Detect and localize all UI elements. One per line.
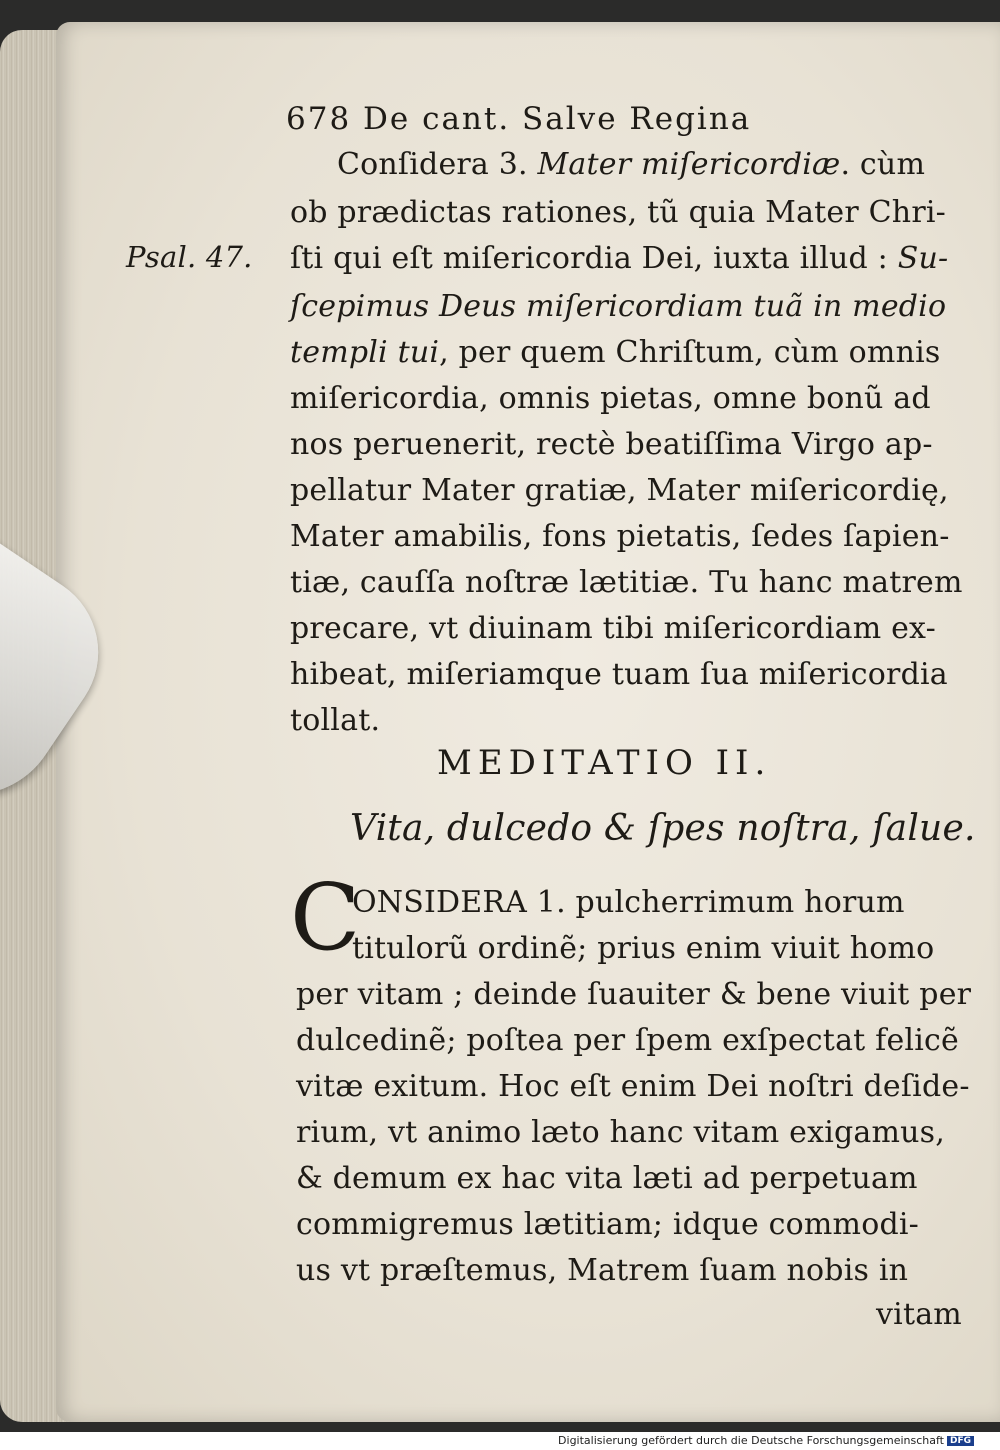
- body-line-1: Conſidera 3. Mater miſericordiæ. cùm: [337, 147, 926, 182]
- body-line-10: tiæ, cauſſa noſtræ lætitiæ. Tu hanc matrem: [290, 565, 963, 600]
- meditation-line-1: ONSIDERA 1. pulcherrimum horum: [352, 885, 905, 920]
- meditation-line-4: dulcedinẽ; poſtea per ſpem exſpectat felicẽ: [296, 1023, 959, 1058]
- meditation-line-8: commigremus lætitiam; idque commodi-: [296, 1207, 919, 1242]
- catchword: vitam: [876, 1297, 962, 1332]
- body-line-4: ſcepimus Deus miſericordiam tuã in medio: [290, 289, 947, 324]
- digitization-credit: [558, 1434, 974, 1447]
- drop-cap: C: [290, 864, 361, 971]
- meditation-line-5: vitæ exitum. Hoc eſt enim Dei noſtri deſide-: [296, 1069, 970, 1104]
- digitization-credit-text: Digitalisierung gefördert durch die Deutsche Forschungsgemeinschaft: [558, 1434, 944, 1447]
- running-header: 678 De cant. Salve Regina: [286, 101, 752, 137]
- meditation-line-2: titulorũ ordinẽ; prius enim viuit homo: [352, 931, 935, 966]
- meditation-heading: MEDITATIO II.: [437, 743, 772, 783]
- body-line-2: ob prædictas rationes, tũ quia Mater Chri-: [290, 195, 946, 230]
- body-line-7: nos peruenerit, rectè beatiſſima Virgo ap-: [290, 427, 933, 462]
- body-line-8: pellatur Mater gratiæ, Mater miſericordię,: [290, 473, 949, 508]
- meditation-line-6: rium, vt animo læto hanc vitam exigamus,: [296, 1115, 946, 1150]
- body-line-11: precare, vt diuinam tibi miſericordiam ex-: [290, 611, 936, 646]
- body-line-12: hibeat, miſeriamque tuam ſua miſericordia: [290, 657, 948, 692]
- meditation-line-7: & demum ex hac vita læti ad perpetuam: [296, 1161, 918, 1196]
- body-line-6: miſericordia, omnis pietas, omne bonũ ad: [290, 381, 931, 416]
- body-line-13: tollat.: [290, 703, 381, 738]
- dfg-logo: DFG: [947, 1436, 974, 1446]
- body-line-3: ſti qui eſt miſericordia Dei, iuxta illud : Su-: [290, 241, 949, 276]
- body-line-9: Mater amabilis, fons pietatis, ſedes ſapien-: [290, 519, 950, 554]
- meditation-line-3: per vitam ; deinde ſuauiter & bene viuit per: [296, 977, 972, 1012]
- meditation-line-9: us vt præſtemus, Matrem ſuam nobis in: [296, 1253, 909, 1288]
- body-line-5: templi tui, per quem Chriſtum, cùm omnis: [290, 335, 941, 370]
- meditation-subheading: Vita, dulcedo & ſpes noſtra, ſalue.: [350, 808, 976, 849]
- margin-note: Psal. 47.: [126, 240, 253, 274]
